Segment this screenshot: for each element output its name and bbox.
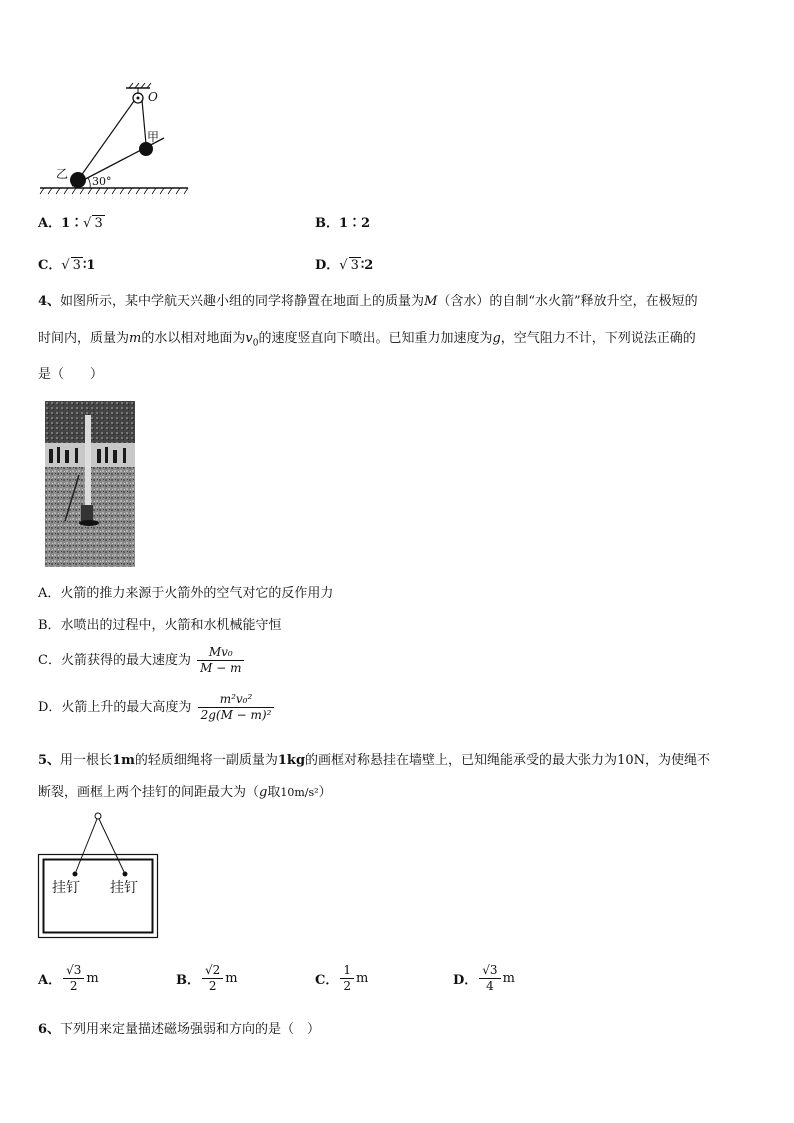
q3-option-b: B．1∶2 <box>315 216 371 231</box>
nail-left-label: 挂钉 <box>52 880 80 896</box>
q4-option-b: B．水喷出的过程中，火箭和水机械能守恒 <box>38 618 282 633</box>
q3-option-c: C．√ 3 ∶1 <box>38 258 96 273</box>
q3-option-a: A．1∶√ 3 <box>38 216 103 231</box>
q3-option-d: D．√ 3 ∶2 <box>315 258 374 273</box>
label-yi: 乙 <box>56 167 69 181</box>
water-rocket-photo <box>45 401 135 567</box>
q5-option-d: D． $\frac{√3}{4}$ m <box>453 963 515 993</box>
picture-frame-figure <box>37 812 161 940</box>
nail-right-label: 挂钉 <box>110 880 138 896</box>
q4-option-d: D．火箭上升的最大高度为 $\frac{\text{m²v₀²}}{\text{2g(M − m)²}}$ <box>38 692 276 723</box>
q4-option-d-fraction: $\frac{\text{m²v₀²}}{\text{2g(M − m)²}}$ <box>198 692 275 723</box>
q4-option-c-fraction: $\frac{\text{Mv₀}}{M - m}$ <box>197 645 244 676</box>
q5-option-c: C． $\frac{1}{2}$ m <box>315 963 369 993</box>
q4-option-a: A．火箭的推力来源于火箭外的空气对它的反作用力 <box>38 586 334 601</box>
q5-option-b: B． $\frac{√2}{2}$ m <box>176 963 238 993</box>
label-o: O <box>148 90 158 104</box>
q4-option-c: C．火箭获得的最大速度为 $\frac{\text{Mv₀}}{M - m}$ <box>38 645 246 676</box>
label-angle: 30° <box>92 175 112 188</box>
label-jia: 甲 <box>147 130 160 144</box>
q4-line-3: 是（ ） <box>38 367 104 382</box>
q5-line-2: 断裂，画框上两个挂钉的间距最大为（g取10m/s²） <box>38 785 332 800</box>
q6-line-1: 6、下列用来定量描述磁场强弱和方向的是（ ） <box>38 1022 321 1037</box>
q4-line-2: 时间内，质量为m的水以相对地面为$v_0$的速度竖直向下喷出。已知重力加速度为g，空气阻力不计，下列说法正确的 <box>38 331 696 349</box>
pulley-incline-figure <box>30 82 200 200</box>
q5-line-1: 5、用一根长1m的轻质细绳将一副质量为1kg的画框对称悬挂在墙壁上，已知绳能承受的最大张力为10N，为使绳不 <box>38 753 710 768</box>
q5-option-a: A． $\frac{√3}{2}$ m <box>38 963 99 993</box>
q4-line-1: 4、如图所示，某中学航天兴趣小组的同学将静置在地面上的质量为M（含水）的自制“水火箭”释放升空，在极短的 <box>38 294 698 309</box>
